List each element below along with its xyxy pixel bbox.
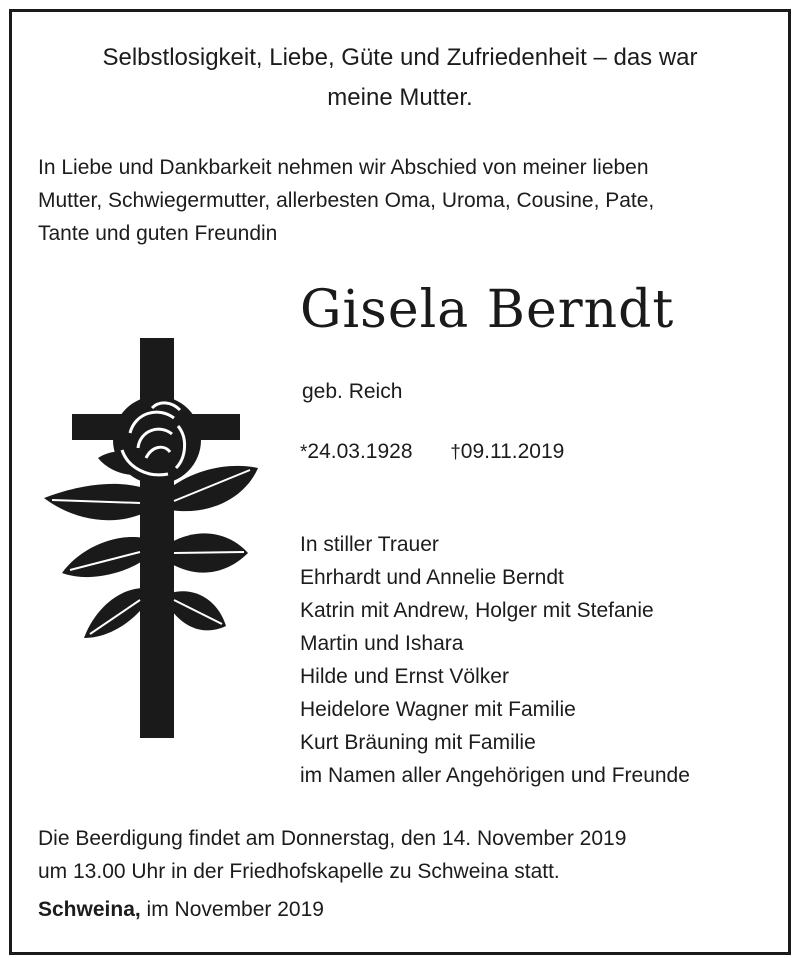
- memorial-quote: [30, 38, 770, 118]
- mourner-line: Ehrhardt und Annelie Berndt: [300, 566, 564, 589]
- mourner-line: Katrin mit Andrew, Holger mit Stefanie: [300, 599, 654, 622]
- intro-line: Mutter, Schwiegermutter, allerbesten Oma, Uroma, Cousine, Pate,: [38, 189, 655, 212]
- quote-line: Selbstlosigkeit, Liebe, Güte und Zufriedenheit – das war: [102, 44, 698, 71]
- birth-symbol: *: [300, 442, 308, 463]
- intro-line: Tante und guten Freundin: [38, 222, 278, 245]
- mourner-line: Hilde und Ernst Völker: [300, 665, 509, 688]
- mourner-line: Heidelore Wagner mit Familie: [300, 698, 576, 721]
- death-date: 09.11.2019: [460, 440, 565, 463]
- cross-with-rose-icon: [40, 338, 260, 738]
- intro-text: [38, 151, 778, 250]
- birth-date: 24.03.1928: [307, 440, 413, 463]
- mourner-line: In stiller Trauer: [300, 533, 439, 556]
- intro-line: In Liebe und Dankbarkeit nehmen wir Abschied von meiner lieben: [38, 156, 649, 179]
- birth-name: geb. Reich: [302, 380, 403, 403]
- deceased-name: Gisela Berndt: [300, 280, 675, 340]
- place-date: im November 2019: [146, 898, 324, 921]
- place-city: Schweina,: [38, 898, 141, 921]
- funeral-details: [38, 822, 626, 888]
- mourner-line: Kurt Bräuning mit Familie: [300, 731, 536, 754]
- mourner-line: Martin und Ishara: [300, 632, 464, 655]
- death-symbol: †: [450, 442, 461, 463]
- funeral-line: Die Beerdigung findet am Donnerstag, den 14. November 2019: [38, 827, 627, 850]
- life-dates: [300, 440, 564, 464]
- mourner-line: im Namen aller Angehörigen und Freunde: [300, 764, 690, 787]
- mourners-list: [300, 528, 690, 792]
- place-and-date: [38, 898, 324, 922]
- funeral-line: um 13.00 Uhr in der Friedhofskapelle zu Schweina statt.: [38, 860, 560, 883]
- quote-line: meine Mutter.: [327, 84, 473, 111]
